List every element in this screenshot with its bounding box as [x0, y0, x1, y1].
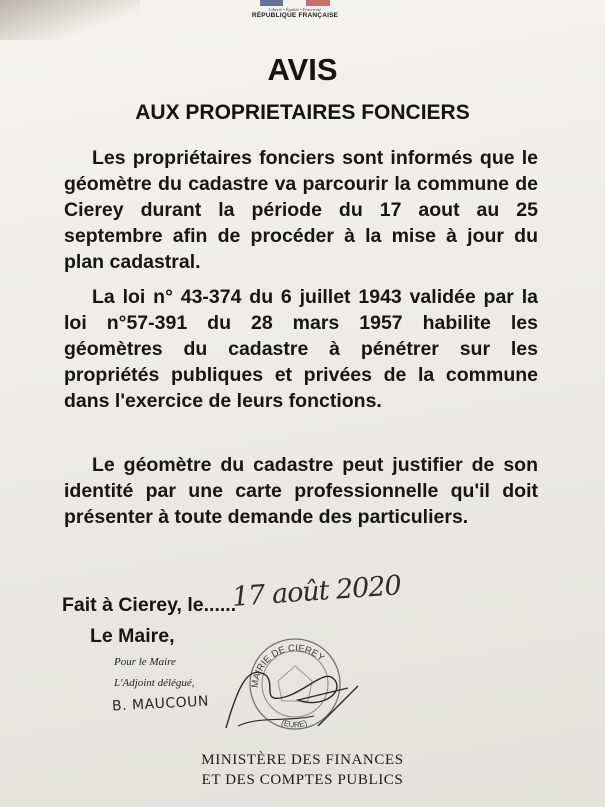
fait-a-line: Fait à Cierey, le......: [62, 594, 237, 616]
ministry-footer: [0, 750, 605, 790]
notice-subtitle: AUX PROPRIETAIRES FONCIERS: [135, 101, 470, 124]
page-corner-shadow: [0, 0, 140, 40]
le-maire-label: Le Maire,: [90, 625, 175, 647]
stamp-top-text: MAIRIE DE CIEREY: [249, 642, 327, 689]
logo-republic-text: RÉPUBLIQUE FRANÇAISE: [251, 12, 339, 19]
stamp-bottom-text: (EURE): [279, 717, 309, 730]
ministry-line-2: ET DES COMPTES PUBLICS: [201, 772, 404, 788]
paragraph-3: Le géomètre du cadastre peut justifier de son identité par une carte professionnelle qu'il doit présenter à toute demande des particuliers.: [64, 454, 538, 528]
paragraph-1: Les propriétaires fonciers sont informés que le géomètre du cadastre va parcourir la commune de Cierey durant la période du 17 aout au 25 septembre afin de procéder à la mise à jour du plan cadastral.: [64, 147, 538, 273]
handwritten-date: 17 août 2020: [231, 570, 402, 613]
notice-title: AVIS: [267, 52, 338, 87]
paragraph-2: La loi n° 43-374 du 6 juillet 1943 validée par la loi n°57-391 du 28 mars 1957 habilite les géomètres du cadastre à pénétrer sur les propriétés publiques et privées de la commune dans l'exercice de leurs fonctions.: [64, 286, 538, 412]
republique-francaise-logo: [250, 0, 340, 26]
signer-name-handwritten: B. MAUCOUN: [111, 693, 210, 715]
ministry-line-1: MINISTÈRE DES FINANCES: [201, 752, 404, 768]
adjoint-delegue-label: L'Adjoint délégué,: [114, 677, 195, 689]
pour-le-maire-label: Pour le Maire: [114, 656, 176, 668]
mairie-stamp-and-signature: [218, 626, 368, 736]
tricolor-flag-icon: [260, 0, 330, 6]
logo-motto: Liberté • Égalité • Fraternité: [268, 7, 322, 12]
